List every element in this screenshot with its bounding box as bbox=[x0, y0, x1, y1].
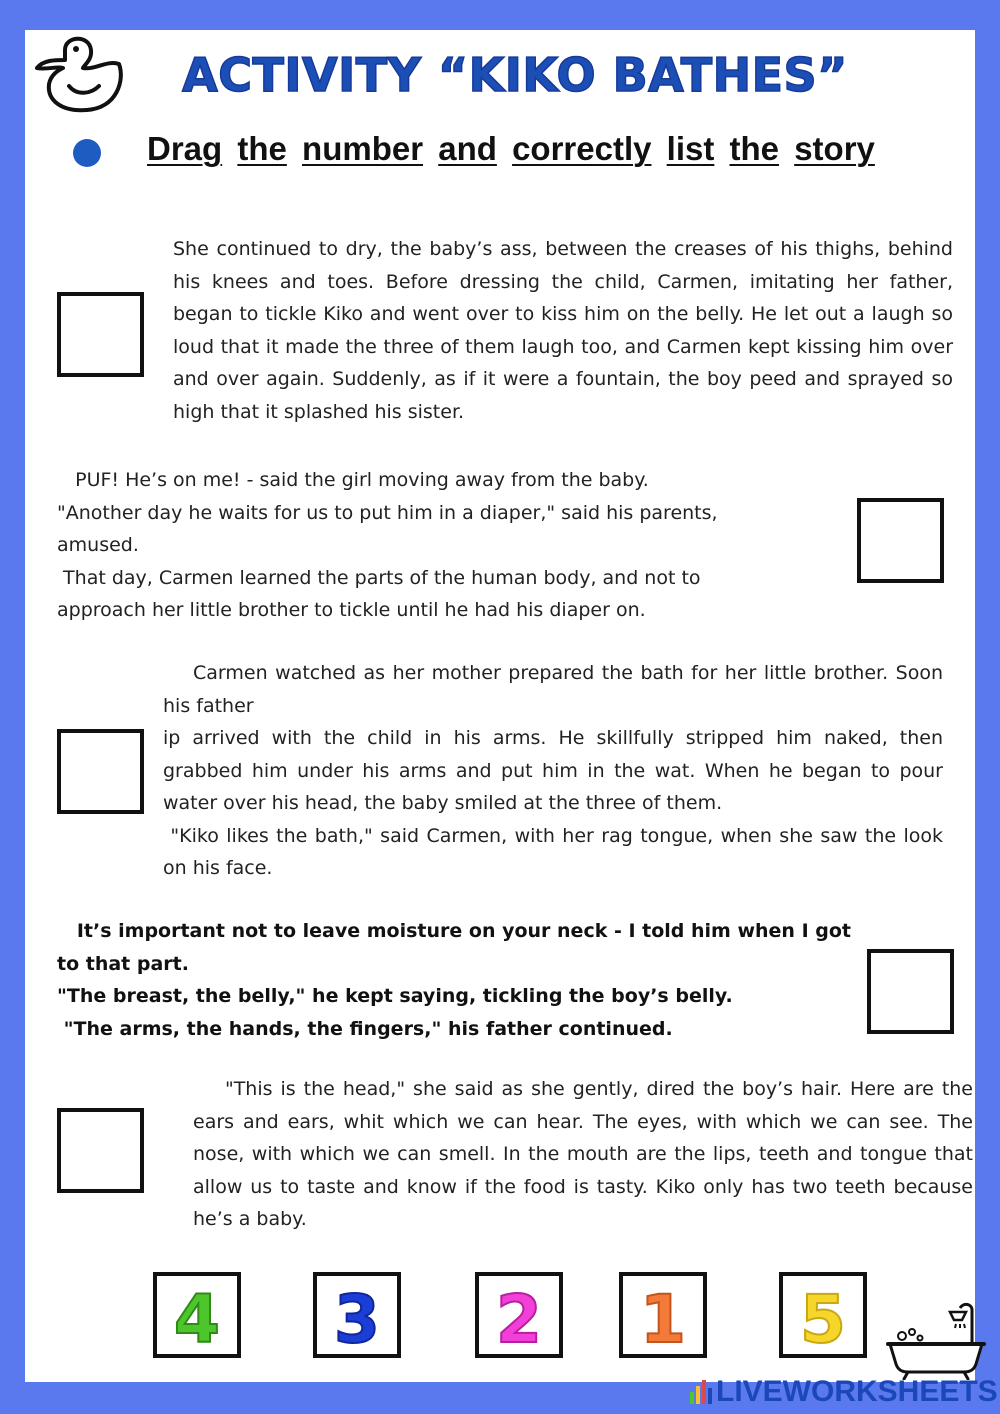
instruction-text bbox=[147, 130, 875, 168]
number-2-icon bbox=[479, 1276, 559, 1354]
story-paragraph-3 bbox=[163, 657, 943, 885]
answer-drop-box-4[interactable] bbox=[867, 949, 954, 1034]
answer-drop-box-2[interactable] bbox=[857, 498, 944, 583]
bathtub-icon bbox=[886, 1300, 986, 1380]
number-tile-3[interactable] bbox=[313, 1272, 401, 1358]
story-paragraph-2 bbox=[57, 464, 787, 627]
story-paragraph-5 bbox=[193, 1073, 973, 1236]
story-text: Carmen watched as her mother prepared the bath for her little brother. Soon his father bbox=[163, 662, 943, 717]
number-tile-5[interactable] bbox=[779, 1272, 867, 1358]
instruction-word: list bbox=[666, 130, 715, 167]
story-text: "The breast, the belly," he kept saying, tickling the boy’s belly. bbox=[57, 985, 733, 1007]
number-label: 4 bbox=[174, 1281, 220, 1354]
number-label: 1 bbox=[640, 1281, 686, 1354]
liveworksheets-logo bbox=[690, 1376, 998, 1408]
story-paragraph-4 bbox=[57, 915, 857, 1045]
instruction-word: and bbox=[438, 130, 497, 167]
number-tile-4[interactable] bbox=[153, 1272, 241, 1358]
story-text: PUF! He’s on me! - said the girl moving away from the baby. bbox=[57, 469, 649, 491]
story-text: That day, Carmen learned the parts of the human body, and not to approach her little brother to tickle until he had his diaper on. bbox=[57, 566, 701, 621]
instruction-word: number bbox=[302, 130, 424, 167]
story-text: It’s important not to leave moisture on your neck - I told him when I got to that part. bbox=[57, 920, 851, 975]
number-label: 5 bbox=[800, 1281, 846, 1354]
story-text: "Kiko likes the bath," said Carmen, with her rag tongue, when she saw the look on his face. bbox=[163, 824, 943, 879]
instruction-word: story bbox=[794, 130, 875, 167]
brand-name: LIVEWORKSHEETS bbox=[716, 1375, 998, 1408]
logo-bars-icon bbox=[690, 1380, 712, 1404]
number-3-icon bbox=[317, 1276, 397, 1354]
story-paragraph-1 bbox=[173, 233, 953, 428]
number-5-icon bbox=[783, 1276, 863, 1354]
number-label: 2 bbox=[496, 1281, 542, 1354]
rubber-duck-icon bbox=[25, 30, 135, 120]
worksheet-title: ACTIVITY “KIKO BATHES” bbox=[182, 48, 848, 102]
answer-drop-box-1[interactable] bbox=[57, 292, 144, 377]
worksheet-page bbox=[25, 30, 975, 1382]
instruction-word: Drag bbox=[147, 130, 223, 167]
story-text: "The arms, the hands, the fingers," his father continued. bbox=[57, 1017, 673, 1040]
number-label: 3 bbox=[334, 1281, 380, 1354]
instruction-word: the bbox=[237, 130, 287, 167]
story-text: "This is the head," she said as she gently, dired the boy’s hair. Here are the ears and ears, whit which we can hear. The eyes, with which we can see. The nose, with which we can smell. In the mouth are the lips, teeth and tongue that allow us to taste and know if the food is tasty. Kiko only has two teeth because he’s a baby. bbox=[193, 1078, 973, 1230]
answer-drop-box-5[interactable] bbox=[57, 1108, 144, 1193]
instruction-word: correctly bbox=[512, 130, 652, 167]
number-tile-1[interactable] bbox=[619, 1272, 707, 1358]
answer-drop-box-3[interactable] bbox=[57, 729, 144, 814]
story-text: "Another day he waits for us to put him in a diaper," said his parents, amused. bbox=[57, 501, 718, 556]
bullet-dot bbox=[73, 139, 101, 167]
story-text: She continued to dry, the baby’s ass, between the creases of his thighs, behind his knees and toes. Before dressing the child, Carmen, imitating her father, began to tickle Kiko and went over to kiss him on the belly. He let out a laugh so loud that it made the three of them laugh too, and Carmen kept kissing him over and over again. Suddenly, as if it were a fountain, the boy peed and sprayed so high that it splashed his sister. bbox=[173, 238, 953, 423]
number-4-icon bbox=[157, 1276, 237, 1354]
number-1-icon bbox=[623, 1276, 703, 1354]
story-text: ip arrived with the child in his arms. He skillfully stripped him naked, then grabbed him under his arms and put him in the wat. When he began to pour water over his head, the baby smiled at the three of them. bbox=[163, 727, 943, 814]
instruction-word: the bbox=[729, 130, 780, 167]
number-tile-2[interactable] bbox=[475, 1272, 563, 1358]
